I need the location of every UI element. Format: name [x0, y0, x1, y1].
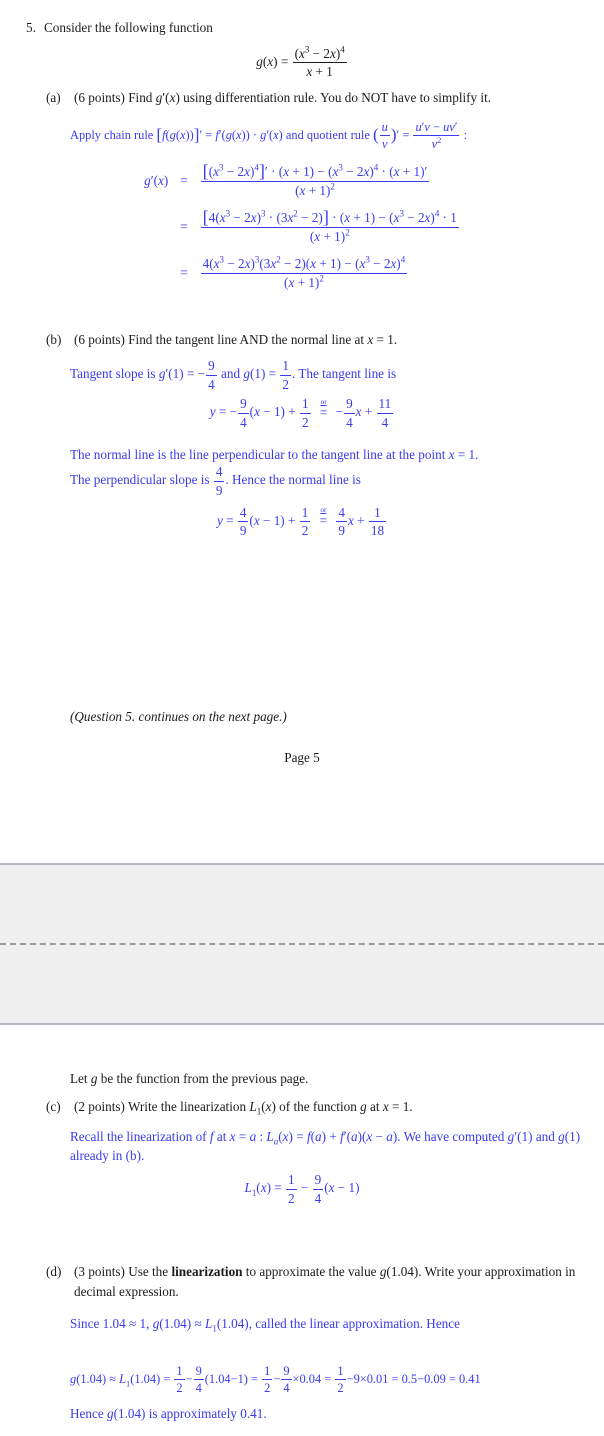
conclusion-text: Hence g(1.04) is approximately 0.41. [70, 1405, 267, 1421]
part-b-label: (b) [46, 332, 62, 348]
part-b [46, 330, 586, 350]
normal-line-equation: y = $\frac{4}{9}$ (x − 1) + $\frac{1}{2}$ or = $\frac{4}{9}$ x + $\frac{1}{18}$ [216, 504, 385, 539]
page-gutter [0, 863, 604, 1025]
equals-sign: = [180, 265, 188, 281]
tangent-line-equation: y = − $\frac{9}{4}$ (x − 1) + $\frac{1}{2}$ or = − $\frac{9}{4}$ x + $\frac{11}{4}$ [209, 396, 392, 430]
function-equation: g(x) = $\frac{(x^3 - 2x)^4}{x + 1}$ [256, 44, 345, 80]
normal-line-text [70, 445, 586, 499]
linearization-equation: $L_1(x)$ = $\frac{1}{2}$ − $\frac{9}{4}$ (x − 1) [244, 1172, 360, 1206]
derivation-row-2: $\frac{[4(x^3 - 2x)^3 \cdot (3x^2 - 2)] \cdot (x + 1) - (x^3 - 2x)^4 \cdot 1}{(x + 1)^2}$ [202, 207, 457, 244]
derivation-row-3: $\frac{4(x^3 - 2x)^3(3x^2 - 2)(x + 1) - (x^3 - 2x)^4}{(x + 1)^2}$ [202, 254, 406, 290]
continuation-note: (Question 5. continues on the next page.) [70, 708, 287, 724]
page-break-dashed-line [0, 943, 604, 945]
part-c-question: (2 points) Write the linearization $L_1(x)$ of the function g at x = 1. [74, 1098, 413, 1117]
equals-sign: = [180, 173, 188, 189]
part-d-label: (d) [46, 1264, 62, 1280]
normal-line-text-line2: The perpendicular slope is $\frac{4}{9}$ . Hence the normal line is [70, 464, 361, 498]
part-a-question: (6 points) Find g′(x) using differentiation rule. You do NOT have to simplify it. [74, 89, 492, 105]
problem-number: 5. [26, 20, 36, 35]
page2-intro: Let g be the function from the previous page. [70, 1071, 309, 1086]
pdf-page-6 [0, 1025, 604, 1436]
approximation-equation: $g(1.04) \approx L_1(1.04)$ = $\frac{1}{2}$ − $\frac{9}{4}$ (1.04−1) = $\frac{1}{2}$ − $\frac{9}{4}$ ×0.04 = $\frac{1}{2}$ −9×0.01 = 0.5−0.09 = 0.41 [70, 1363, 481, 1396]
tangent-slope-text: Tangent slope is g′(1) = − $\frac{9}{4}$ and g(1) = $\frac{1}{2}$ . The tangent line is [70, 358, 397, 392]
problem-statement [26, 18, 584, 38]
page-number: Page 5 [284, 750, 320, 766]
normal-line-text-line1: The normal line is the line perpendicular to the tangent line at the point x = 1. [70, 446, 479, 462]
derivation-lhs: g′(x) [144, 173, 169, 189]
part-c-label: (c) [46, 1098, 61, 1114]
part-a-hint: Apply chain rule [f(g(x))]′ = f′(g(x)) · g′(x) and quotient rule ( $\frac{u}{v}$ )′ = $\frac{u'v - uv'}{v^2}$ : [70, 119, 468, 152]
linearization-recall: Recall the linearization of f at x = a : $L_a(x) = f(a) + f'(a)(x - a)$. We have computed g′(1) and g(1) already in (b). [70, 1128, 581, 1164]
derivation-row-1: $\frac{[(x^3 - 2x)^4]' \cdot (x + 1) - (x^3 - 2x)^4 \cdot (x + 1)'}{(x + 1)^2}$ [202, 161, 428, 198]
part-d [46, 1262, 586, 1302]
derivation-array [0, 161, 604, 290]
approximation-intro: Since 1.04 ≈ 1, $g(1.04) \approx L_1(1.04)$, called the linear approximation. Hence [70, 1315, 460, 1334]
part-b-question: (6 points) Find the tangent line AND the normal line at x = 1. [74, 332, 398, 348]
part-c [46, 1097, 586, 1117]
equals-sign: = [180, 219, 188, 235]
part-d-question: (3 points) Use the linearization to approximate the value g(1.04). Write your approximation in decimal expression. [74, 1264, 576, 1300]
problem-intro: Consider the following function [44, 20, 213, 35]
part-a [46, 88, 586, 108]
part-a-label: (a) [46, 89, 61, 105]
